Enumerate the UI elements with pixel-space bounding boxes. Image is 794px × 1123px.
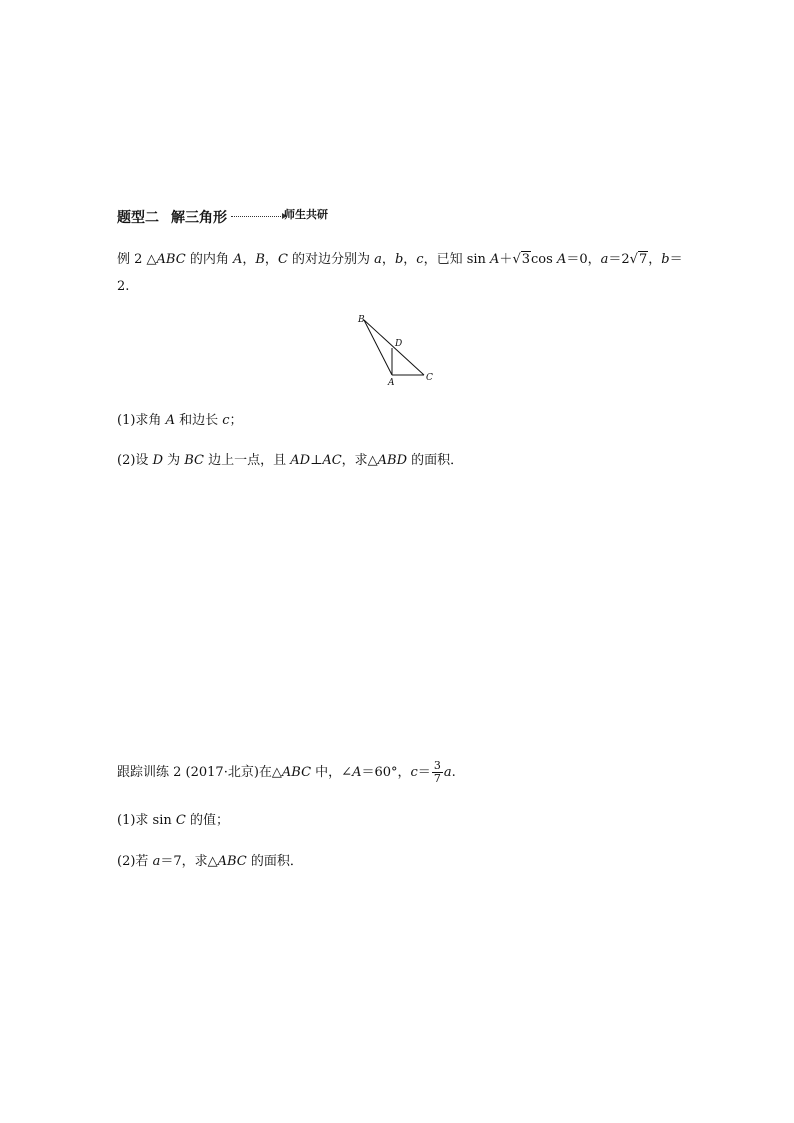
section-title: 题型二: [117, 210, 159, 226]
edge-BA: [364, 320, 392, 375]
vertex-label-B: B: [358, 315, 365, 325]
example-statement-line2: 2.: [117, 279, 130, 294]
example-statement: 例 2 △ABC 的内角 A，B，C 的对边分别为 a，b，c，已知 sin A＋√3cos A＝0，a＝2√7，b＝: [117, 250, 683, 270]
section-subtitle: 解三角形: [171, 210, 227, 226]
sqrt-symbol: √3: [512, 252, 531, 267]
question-1: (1)求角 A 和边长 c；: [117, 413, 243, 428]
edge-BC: [364, 320, 424, 375]
practice-question-2: (2)若 a＝7，求△ABC 的面积．: [117, 854, 303, 869]
vertex-label-A: A: [388, 378, 395, 388]
sqrt-symbol: √7: [629, 252, 648, 267]
vertex-label-D: D: [395, 339, 403, 349]
practice-question-1: (1)求 sin C 的值；: [117, 813, 229, 828]
vertex-label-C: C: [426, 373, 433, 383]
section-heading: [117, 207, 328, 227]
fraction: $\frac{3}{7}$: [433, 759, 441, 785]
triangle-figure: [352, 310, 442, 390]
question-2: (2)设 D 为 BC 边上一点，且 AD⊥AC，求△ABD 的面积．: [117, 453, 464, 468]
practice-statement: 跟踪训练 2 (2017·北京)在△ABC 中，∠A＝60°，c＝ $\frac{3}{7}$ a.: [117, 759, 456, 785]
section-tag: 师生共研: [284, 208, 328, 221]
dotted-arrow-icon: [231, 216, 283, 217]
